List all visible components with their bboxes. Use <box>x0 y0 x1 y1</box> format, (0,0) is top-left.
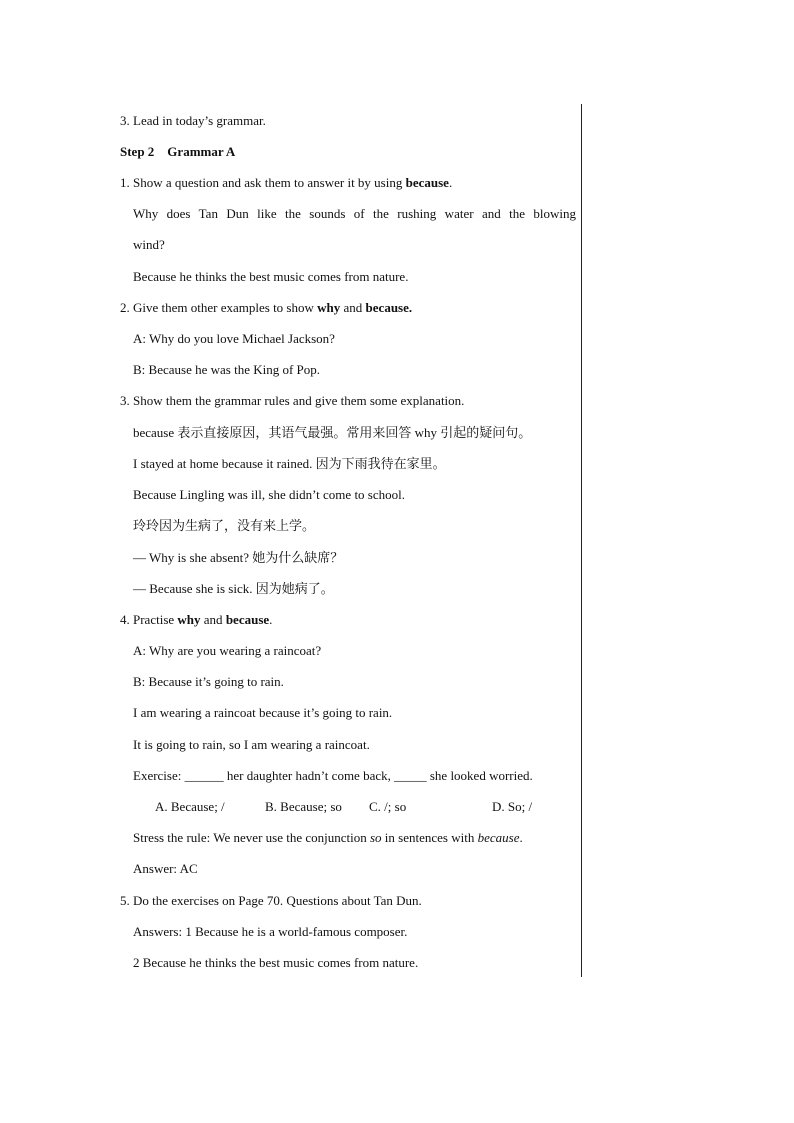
item5-line: 5. Do the exercises on Page 70. Questions about Tan Dun. <box>120 893 422 908</box>
example4-a: A: Why are you wearing a raincoat? <box>133 643 322 658</box>
rule-chinese: because 表示直接原因，其语气最强。常用来回答 why 引起的疑问句。 <box>133 425 532 440</box>
example4-d: It is going to rain, so I am wearing a raincoat. <box>133 737 370 752</box>
example4-c: I am wearing a raincoat because it’s going to rain. <box>133 705 393 720</box>
item1-keyword: because <box>405 175 449 190</box>
item2-and: and <box>340 300 366 315</box>
lead-in-line: 3. Lead in today’s grammar. <box>120 113 266 128</box>
example2-b: B: Because he was the King of Pop. <box>133 362 321 377</box>
question1-line-a: Why does Tan Dun like the sounds of the rushing water and the blowing <box>133 206 576 221</box>
example4-b: B: Because it’s going to rain. <box>133 674 284 689</box>
right-border-line <box>581 104 582 977</box>
item4-keyword-why: why <box>177 612 201 627</box>
item2-keyword-because: because. <box>365 300 413 315</box>
item4-keyword-because: because <box>225 612 270 627</box>
example3-d: — Because she is sick. 因为她病了。 <box>133 581 334 596</box>
example2-a: A: Why do you love Michael Jackson? <box>133 331 335 346</box>
example3-b-chinese: 玲玲因为生病了，没有来上学。 <box>133 518 316 533</box>
answers5-line-2: 2 Because he thinks the best music comes from nature. <box>133 955 419 970</box>
question1-line-b: wind? <box>133 237 165 252</box>
item4-line <box>120 612 272 628</box>
stress-rule-end: . <box>519 830 523 845</box>
stress-rule-because: because <box>477 830 520 845</box>
item1-text: 1. Show a question and ask them to answer it by using <box>120 175 406 190</box>
step2-heading <box>120 144 235 160</box>
item2-text: 2. Give them other examples to show <box>120 300 318 315</box>
option-d: D. So; / <box>492 799 533 814</box>
stress-rule-mid: in sentences with <box>381 830 478 845</box>
option-a: A. Because; / <box>155 799 225 814</box>
stress-rule-so: so <box>369 830 382 845</box>
item1-line <box>120 175 452 191</box>
option-b: B. Because; so <box>265 799 342 814</box>
item2-keyword-why: why <box>317 300 341 315</box>
item3-line: 3. Show them the grammar rules and give them some explanation. <box>120 393 465 408</box>
item1-end: . <box>448 175 453 190</box>
answer1-line: Because he thinks the best music comes from nature. <box>133 269 409 284</box>
stress-rule-line <box>133 830 523 846</box>
item4-and: and <box>200 612 226 627</box>
step2-heading-text: Step 2 Grammar A <box>120 144 236 159</box>
item4-end: . <box>269 612 273 627</box>
item4-text: 4. Practise <box>120 612 178 627</box>
exercise-options <box>155 799 532 815</box>
stress-rule-text: Stress the rule: We never use the conjunction <box>133 830 370 845</box>
answer-line: Answer: AC <box>133 861 198 876</box>
example3-b: Because Lingling was ill, she didn’t come to school. <box>133 487 405 502</box>
exercise-line: Exercise: ______ her daughter hadn’t come back, _____ she looked worried. <box>133 768 533 783</box>
example3-a: I stayed at home because it rained. 因为下雨我待在家里。 <box>133 456 446 471</box>
item2-line <box>120 300 412 316</box>
answers5-line-1: Answers: 1 Because he is a world-famous composer. <box>133 924 408 939</box>
example3-c: — Why is she absent? 她为什么缺席？ <box>133 550 344 565</box>
option-c: C. /; so <box>369 799 407 814</box>
